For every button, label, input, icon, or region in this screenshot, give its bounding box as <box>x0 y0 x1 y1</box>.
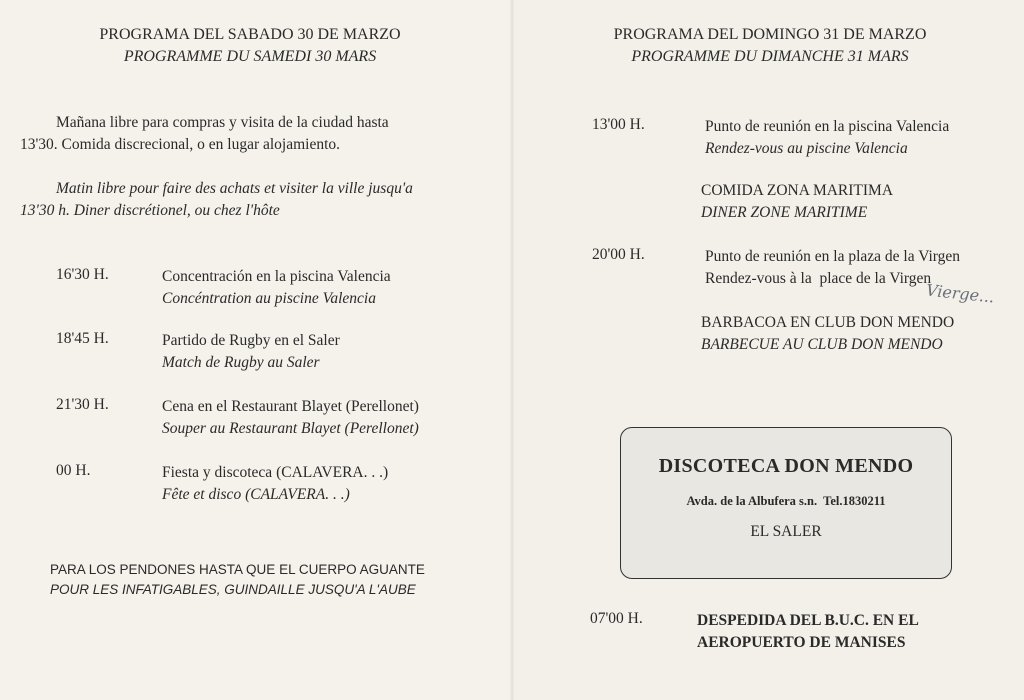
event-fr: Concéntration au piscine Valencia <box>162 290 376 307</box>
saturday-title <box>0 24 500 68</box>
disco-name: DISCOTECA DON MENDO <box>658 455 914 477</box>
bbq-es: BARBACOA EN CLUB DON MENDO <box>701 314 955 331</box>
page-fold <box>510 0 514 700</box>
meal-fr: DINER ZONE MARITIME <box>701 204 868 221</box>
event-time: 00 H. <box>56 462 91 479</box>
bbq-item <box>701 312 1011 356</box>
footer-fr: POUR LES INFATIGABLES, GUINDAILLE JUSQU'A L'AUBE <box>50 582 416 597</box>
event-fr: Fête et disco (CALAVERA. . .) <box>162 486 350 503</box>
event-time: 21'30 H. <box>56 396 109 413</box>
event-fr: Match de Rugby au Saler <box>162 354 320 371</box>
event-es: Punto de reunión en la plaza de la Virgen <box>705 248 961 265</box>
meal-item <box>701 180 1011 224</box>
farewell-line-1: DESPEDIDA DEL B.U.C. EN EL <box>697 612 919 629</box>
event-time: 13'00 H. <box>592 116 645 133</box>
footer-es: PARA LOS PENDONES HASTA QUE EL CUERPO AGUANTE <box>50 562 425 577</box>
disco-box <box>620 427 952 579</box>
intro-fr-line-1: Matin libre pour faire des achats et visiter la ville jusqu'a <box>56 180 413 197</box>
event-item <box>162 396 507 440</box>
event-item <box>705 116 1015 160</box>
event-es: Cena en el Restaurant Blayet (Perellonet) <box>162 398 419 415</box>
event-fr: Souper au Restaurant Blayet (Perellonet) <box>162 420 419 437</box>
saturday-footer <box>50 560 500 600</box>
event-item <box>162 266 502 310</box>
saturday-intro-es <box>20 112 490 156</box>
sunday-title-es: PROGRAMA DEL DOMINGO 31 DE MARZO <box>613 26 927 43</box>
saturday-title-es: PROGRAMA DEL SABADO 30 DE MARZO <box>99 26 401 43</box>
farewell-item <box>697 610 1017 654</box>
meal-es: COMIDA ZONA MARITIMA <box>701 182 894 199</box>
sunday-title-fr: PROGRAMME DU DIMANCHE 31 MARS <box>631 48 909 65</box>
event-es: Fiesta y discoteca (CALAVERA. . .) <box>162 464 389 481</box>
intro-fr-line-2: 13'30 h. Diner discrétionel, ou chez l'hôte <box>20 202 280 219</box>
handwritten-note: Vierge... <box>925 280 996 307</box>
event-es: Partido de Rugby en el Saler <box>162 332 340 349</box>
event-time: 20'00 H. <box>592 246 645 263</box>
disco-address: Avda. de la Albufera s.n. Tel.1830211 <box>686 494 886 508</box>
saturday-intro-fr <box>20 178 500 222</box>
event-es: Punto de reunión en la piscina Valencia <box>705 118 950 135</box>
intro-es-line-2: 13'30. Comida discrecional, o en lugar alojamiento. <box>20 136 341 153</box>
event-fr: Rendez-vous au piscine Valencia <box>705 140 908 157</box>
event-es: Concentración en la piscina Valencia <box>162 268 391 285</box>
event-item <box>162 462 502 506</box>
bbq-fr: BARBECUE AU CLUB DON MENDO <box>701 336 943 353</box>
intro-es-line-1: Mañana libre para compras y visita de la ciudad hasta <box>56 114 389 131</box>
saturday-title-fr: PROGRAMME DU SAMEDI 30 MARS <box>123 48 377 65</box>
sunday-title <box>530 24 1010 68</box>
event-fr: Rendez-vous à la place de la Virgen <box>705 270 932 287</box>
farewell-time: 07'00 H. <box>590 610 643 627</box>
disco-place: EL SALER <box>750 523 822 540</box>
farewell-line-2: AEROPUERTO DE MANISES <box>697 634 906 651</box>
event-item <box>162 330 502 374</box>
event-time: 16'30 H. <box>56 266 109 283</box>
event-item <box>705 246 1015 290</box>
event-time: 18'45 H. <box>56 330 109 347</box>
